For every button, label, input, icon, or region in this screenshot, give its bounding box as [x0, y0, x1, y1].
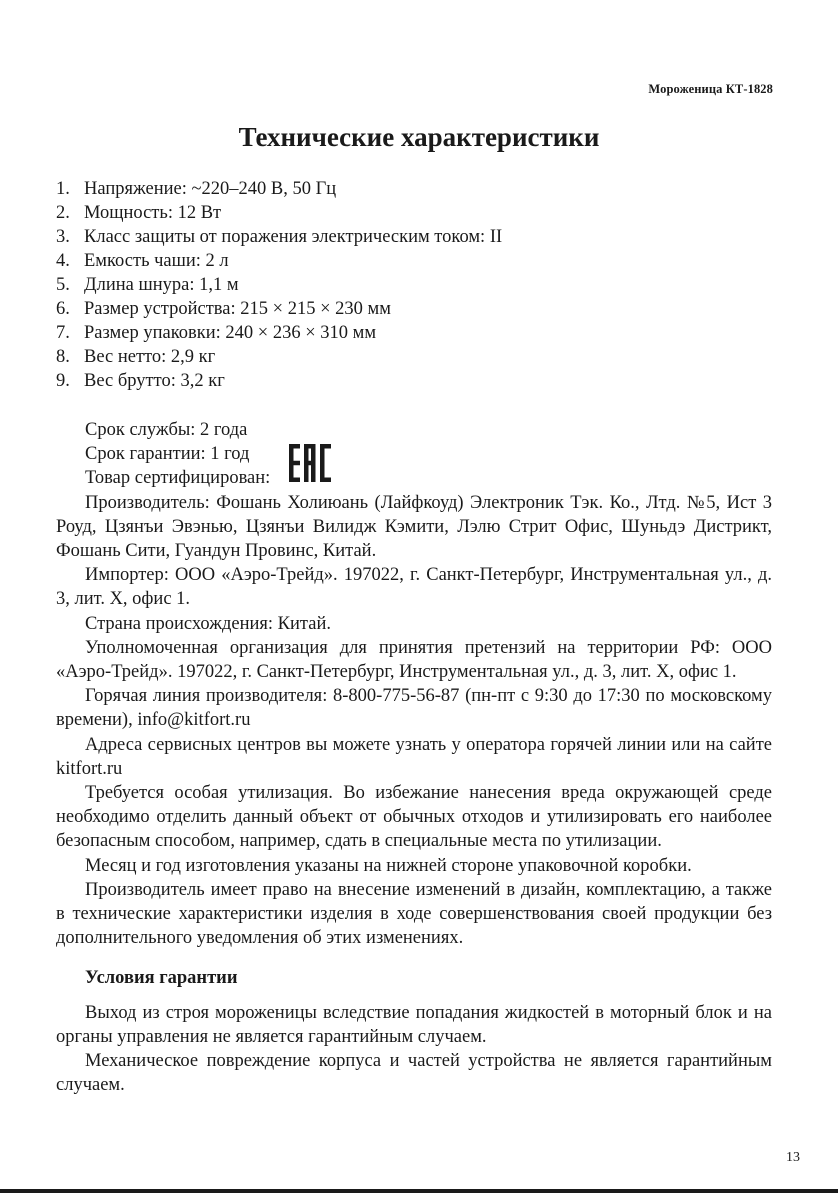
spec-number: 7. [56, 323, 70, 343]
bottom-rule [0, 1189, 838, 1193]
spec-item [56, 345, 786, 369]
page-title: Технические характеристики [238, 122, 600, 152]
spec-text: Вес брутто: 3,2 кг [84, 371, 225, 391]
spec-text: Мощность: 12 Вт [84, 203, 222, 223]
info-section [56, 418, 772, 1097]
eac-mark-icon [289, 444, 333, 482]
hotline-info: Горячая линия производителя: 8-800-775-56-87 (пн-пт с 9:30 до 17:30 по московскому времени), info@kitfort.ru [56, 686, 772, 731]
spec-item [56, 201, 786, 225]
spec-number: 6. [56, 299, 70, 319]
warranty-paragraph: Механическое повреждение корпуса и частей устройства не является гарантийным случаем. [56, 1051, 772, 1096]
header-product-name: Мороженица КТ-1828 [648, 82, 773, 96]
manufacture-date-info: Месяц и год изготовления указаны на нижней стороне упаковочной коробки. [85, 855, 692, 876]
spec-item [56, 273, 786, 297]
changes-notice: Производитель имеет право на внесение изменений в дизайн, комплектацию, а также в технические характеристики изделия в ходе совершенствования своей продукции без дополнительного уведомления об этих изменениях. [56, 879, 772, 949]
spec-number: 8. [56, 347, 70, 367]
disposal-info: Требуется особая утилизация. Во избежание нанесения вреда окружающей среде необходимо отделить данный объект от обычных отходов и утилизировать его наиболее безопасным способом, например, сдать в специальные места по утилизации. [56, 783, 772, 852]
page-number: 13 [786, 1150, 800, 1165]
spec-number: 5. [56, 275, 70, 295]
certified-label: Товар сертифицирован: [85, 468, 271, 489]
spec-item [56, 369, 786, 393]
certification-line [56, 466, 772, 490]
spec-text: Напряжение: ~220–240 В, 50 Гц [84, 179, 337, 199]
service-life: Срок службы: 2 года [85, 420, 248, 440]
spec-item [56, 225, 786, 249]
spec-number: 2. [56, 203, 70, 223]
service-centers-info: Адреса сервисных центров вы можете узнать у оператора горячей линии или на сайте kitfort.ru [56, 734, 772, 779]
spec-number: 1. [56, 179, 70, 199]
spec-text: Класс защиты от поражения электрическим током: II [84, 227, 503, 247]
spec-item [56, 177, 786, 201]
spec-item [56, 321, 786, 345]
spec-text: Емкость чаши: 2 л [84, 251, 229, 271]
spec-number: 4. [56, 251, 70, 271]
spec-text: Вес нетто: 2,9 кг [84, 347, 216, 367]
warranty-period: Срок гарантии: 1 год [85, 444, 250, 465]
spec-item [56, 249, 786, 273]
spec-text: Размер упаковки: 240 × 236 × 310 мм [84, 323, 377, 343]
warranty-paragraph: Выход из строя мороженицы вследствие попадания жидкостей в моторный блок и на органы управления не является гарантийным случаем. [56, 1002, 772, 1047]
spec-item [56, 297, 786, 321]
spec-text: Размер устройства: 215 × 215 × 230 мм [84, 299, 391, 319]
spec-number: 3. [56, 227, 70, 247]
authorized-organization: Уполномоченная организация для принятия претензий на территории РФ: ООО «Аэро-Трейд». 197022, г. Санкт-Петербург, Инструментальная ул., д. 3, лит. Х, офис 1. [56, 637, 772, 683]
spec-list [56, 177, 786, 393]
spec-text: Длина шнура: 1,1 м [84, 275, 239, 295]
spec-number: 9. [56, 371, 70, 391]
country-of-origin: Страна происхождения: Китай. [85, 613, 331, 634]
manufacturer-info: Производитель: Фошань Холиюань (Лайфкоуд) Электроник Тэк. Ко., Лтд. №5, Ист 3 Роуд, Цзянъи Эвэнью, Цзянъи Вилидж Кэмити, Лэлю Стрит Офис, Шуньдэ Дистрикт, Фошань Сити, Гуандун Провинс, Китай. [56, 492, 772, 562]
warranty-heading: Условия гарантии [85, 968, 238, 989]
importer-info: Импортер: ООО «Аэро-Трейд». 197022, г. Санкт-Петербург, Инструментальная ул., д. 3, лит. Х, офис 1. [56, 565, 772, 610]
